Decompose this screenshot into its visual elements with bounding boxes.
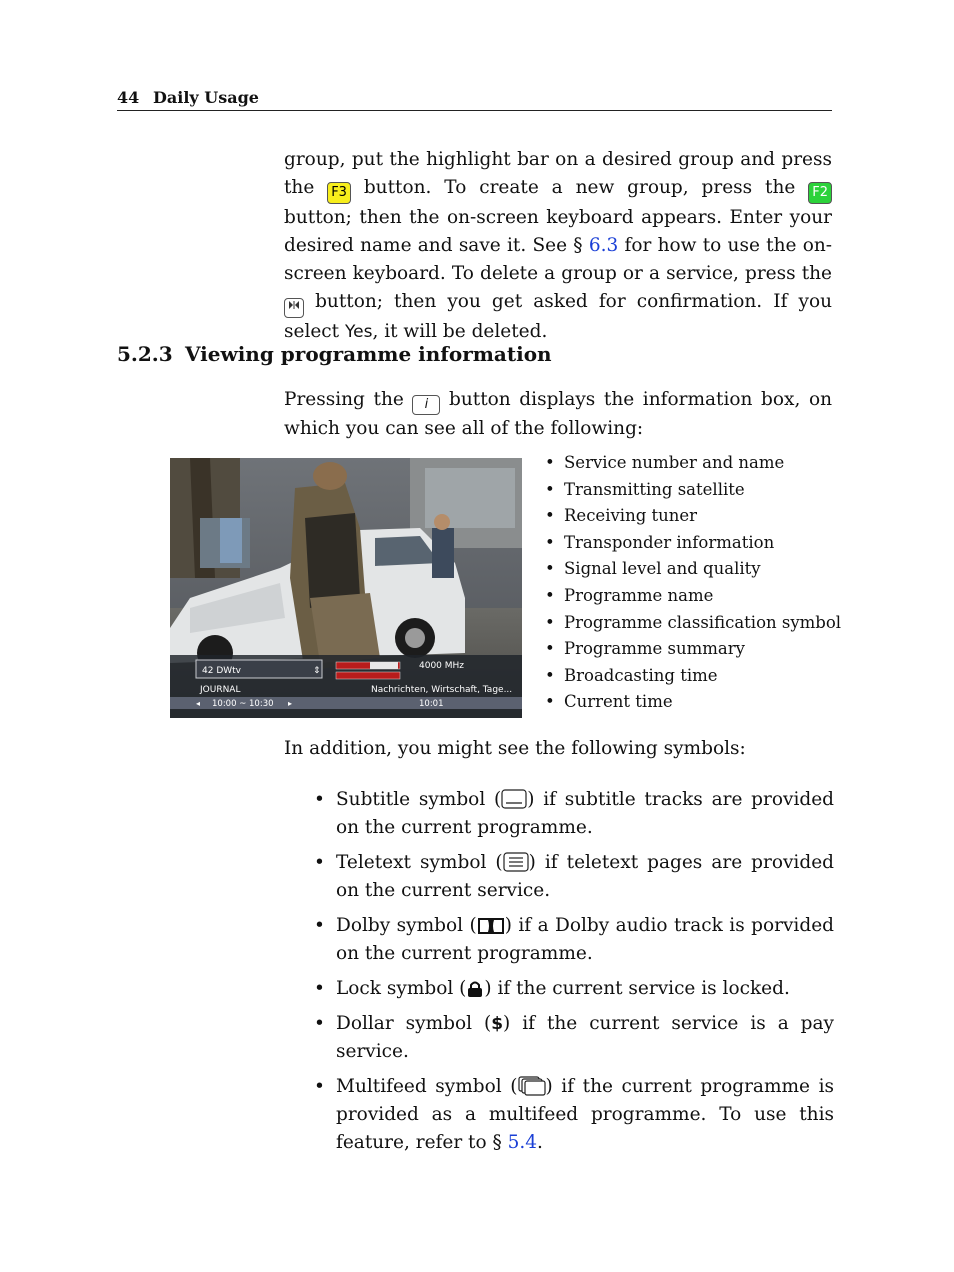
intro-text-2: button. To create a new group, press the (350, 177, 809, 198)
dollar-text-a: Dollar symbol ( (336, 1013, 492, 1034)
dolby-text-a: Dolby symbol ( (336, 915, 477, 936)
intro-paragraph (284, 146, 832, 346)
osd-current-time: 10:01 (419, 699, 444, 709)
symbols-list (314, 786, 834, 1164)
svg-text:▸: ▸ (288, 699, 293, 708)
delete-key-icon (284, 298, 304, 318)
list-item: • Signal level and quality (545, 556, 841, 583)
list-item: • Programme name (545, 583, 841, 610)
yes-option: Yes (344, 322, 373, 342)
addition-paragraph (284, 735, 832, 763)
dolby-icon (477, 917, 505, 935)
osd-summary: Nachrichten, Wirtschaft, Tage... (371, 685, 513, 695)
pressing-text-2: button displays the information box, on which you can see all of the following: (284, 389, 832, 439)
info-key-icon: i (412, 395, 440, 415)
lock-text-b: ) if the current service is locked. (484, 978, 790, 999)
osd-programme: JOURNAL (200, 685, 241, 695)
dollar-icon: $ (491, 1014, 504, 1034)
screenshot-illustration (170, 458, 522, 718)
lock-icon (466, 980, 484, 998)
list-item (314, 849, 834, 905)
list-item: • Receiving tuner (545, 503, 841, 530)
list-item (314, 975, 834, 1003)
list-item (314, 1073, 834, 1157)
chapter-title: Daily Usage (153, 88, 259, 107)
intro-text-3: button; then the on-screen keyboard appears. Enter your desired name and save it. See § (284, 207, 832, 256)
intro-text-6: , it will be deleted. (372, 321, 548, 342)
list-item: • Programme classification symbol (545, 610, 841, 637)
svg-text:⇕: ⇕ (313, 666, 321, 676)
skip-glyph-icon (288, 300, 300, 310)
list-item (314, 1010, 834, 1066)
multifeed-text-a: Multifeed symbol ( (336, 1076, 518, 1097)
multifeed-icon (518, 1076, 546, 1096)
section-title: Viewing programme information (185, 342, 552, 366)
section-number: 5.2.3 (117, 342, 173, 366)
list-item: • Transponder information (545, 530, 841, 557)
dollar-text-b: ) if the current service is a pay service. (336, 1013, 834, 1062)
page-number: 44 (117, 88, 140, 107)
list-item: • Broadcasting time (545, 663, 841, 690)
pressing-paragraph (284, 386, 832, 443)
multifeed-text-c: . (537, 1132, 543, 1153)
subtitle-text-b: ) if subtitle tracks are provided on the current programme. (336, 789, 834, 838)
list-item: • Transmitting satellite (545, 477, 841, 504)
osd-channel: 42 DWtv (202, 666, 241, 676)
intro-text-4: for how to use the on-screen keyboard. To delete a group or a service, press the (284, 235, 833, 284)
addition-text: In addition, you might see the following symbols: (284, 738, 746, 759)
list-item: • Programme summary (545, 636, 841, 663)
teletext-text-a: Teletext symbol ( (336, 852, 503, 873)
intro-text-1: group, put the highlight bar on a desired group and press the (284, 149, 832, 198)
lock-text-a: Lock symbol ( (336, 978, 467, 999)
f2-key-icon: F2 (808, 182, 832, 204)
subtitle-text-a: Subtitle symbol ( (336, 789, 502, 810)
list-item (314, 786, 834, 842)
teletext-text-b: ) if teletext pages are provided on the current service. (336, 852, 834, 901)
info-items-list (545, 450, 841, 716)
ref-link-6-3[interactable]: 6.3 (588, 235, 619, 256)
osd-frequency: 4000 MHz (419, 661, 465, 671)
svg-text:◂: ◂ (196, 699, 201, 708)
multifeed-text-b: ) if the current programme is provided as a multifeed programme. To use this feature, refer to § (336, 1076, 834, 1153)
list-item: • Service number and name (545, 450, 841, 477)
running-header (117, 86, 832, 111)
info-box-screenshot (170, 458, 522, 718)
dolby-text-b: ) if a Dolby audio track is porvided on the current programme. (336, 915, 834, 964)
list-item: • Current time (545, 689, 841, 716)
subtitle-icon (501, 789, 527, 809)
osd-time-range: 10:00 ~ 10:30 (212, 699, 274, 709)
list-item (314, 912, 834, 968)
ref-link-5-4[interactable]: 5.4 (507, 1132, 538, 1153)
pressing-text-1: Pressing the (284, 389, 413, 410)
intro-text-5: button; then you get asked for confirmation. If you select (284, 291, 832, 342)
f3-key-icon: F3 (327, 182, 351, 204)
teletext-icon (503, 852, 529, 872)
